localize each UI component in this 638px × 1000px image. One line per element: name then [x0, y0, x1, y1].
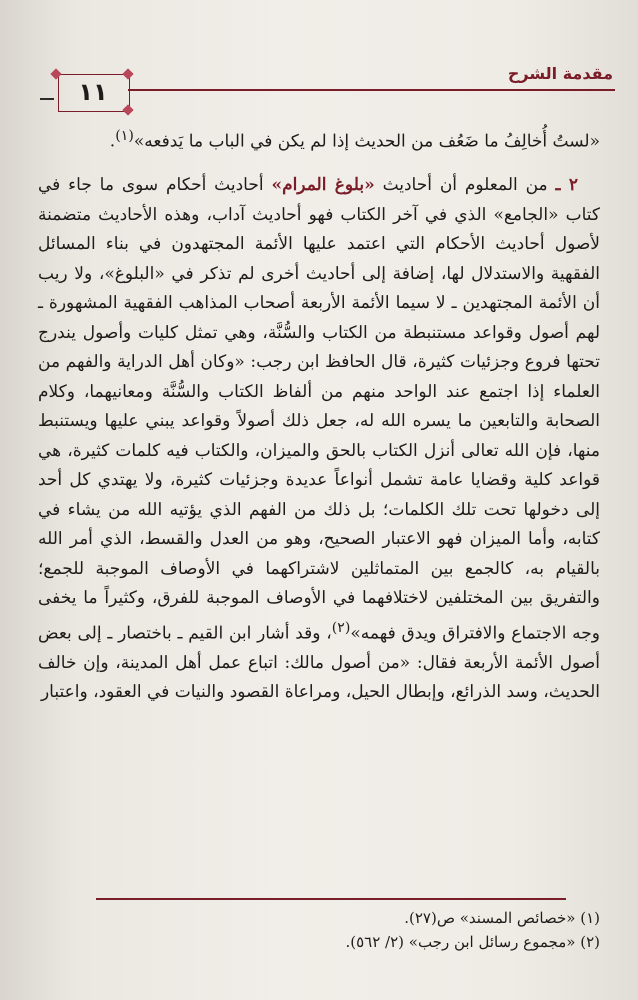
- paragraph-2: [38, 171, 600, 708]
- running-header: [40, 62, 615, 112]
- book-title: «بلوغ المرام»: [271, 175, 375, 196]
- page-number: ١١: [78, 78, 108, 106]
- paragraph-number: ٢ ـ: [555, 175, 578, 196]
- footnote-1: (١) «خصائص المسند» ص(٢٧).: [404, 909, 600, 927]
- paragraph-2-end: ، وقد أشار ابن القيم ـ باختصار ـ إلى بعض أصول الأئمة الأربعة فقال: «من أصول مالك: اتباع عمل أهل المدينة، وإن خالف الحديث، وسد الذرائع، وإبطال الحيل، ومراعاة القصود والنيات في العقود، واعتبار: [38, 623, 600, 703]
- header-rule-left: [40, 98, 54, 100]
- footnote-ref-2: (٢): [331, 619, 351, 636]
- paragraph-2-body: أحاديث أحكام سوى ما جاء في كتاب «الجامع» الذي في آخر الكتاب فهو أحاديث آداب، وهذه الأحاديث متضمنة لأصول أحاديث الأحكام التي اعتمد عليها الأئمة المجتهدون في بناء المسائل الفقهية والاستدلال لها، إضافة إلى أحاديث أخرى لم تذكر في «البلوغ»، ولا ريب أن الأئمة المجتهدين ـ لا سيما الأئمة الأربعة أصحاب المذاهب الفقهية المشهورة ـ لهم أصول وقواعد مستنبطة من الكتاب والسُّنَّة، وهي تمثل كليات وأصول يندرج تحتها فروع وجزئيات كثيرة، قال الحافظ ابن رجب: «وكان أهل الدراية والفهم من العلماء إذا اجتمع عند الواحد منهم من ألفاظ الكتاب والسُّنَّة ومعانيهما، وكلام الصحابة والتابعين ما يسره الله له، جعل ذلك أصولاً وقواعد يبني عليها ويستنبط منها، فإن الله تعالى أنزل الكتاب بالحق والميزان، والكتاب فيه كلمات كثيرة، هي قواعد كلية وقضايا عامة تشمل أنواعاً عديدة وجزئيات كثيرة، ولا يهتدي كل أحد إلى دخولها تحت تلك الكلمات؛ بل ذلك من الفهم الذي يؤتيه الله من يشاء في كتابه، وأما الميزان فهو الاعتبار الصحيح، وهو من العدل والقسط، الذي أمر الله بالقيام به، كالجمع بين المتماثلين لاشتراكهما في الأوصاف الموجبة للجمع؛ والتفريق بين المختلفين لاختلافهما في الأوصاف الموجبة للفرق، وكثيراً ما يخفى وجه الاجتماع والافتراق ويدق فهمه»: [38, 175, 600, 644]
- footnote-rule: [96, 898, 566, 900]
- quote-text: «لستُ أُخالِفُ ما ضَعُف من الحديث إذا لم يكن في الباب ما يَدفعه»: [133, 131, 600, 152]
- paragraph-quote: «لستُ أُخالِفُ ما ضَعُف من الحديث إذا لم يكن في الباب ما يَدفعه»$^{(١)}$.: [109, 128, 600, 152]
- footnote-ref-1: (١): [115, 128, 134, 144]
- chapter-title: مقدمة الشرح: [507, 64, 613, 83]
- main-text: [38, 122, 600, 708]
- header-rule: [128, 89, 615, 91]
- footnote-2: (٢) «مجموع رسائل ابن رجب» (٢/ ٥٦٢).: [345, 933, 600, 951]
- paragraph-2-intro: من المعلوم أن أحاديث: [382, 175, 548, 196]
- footnotes: [40, 906, 600, 954]
